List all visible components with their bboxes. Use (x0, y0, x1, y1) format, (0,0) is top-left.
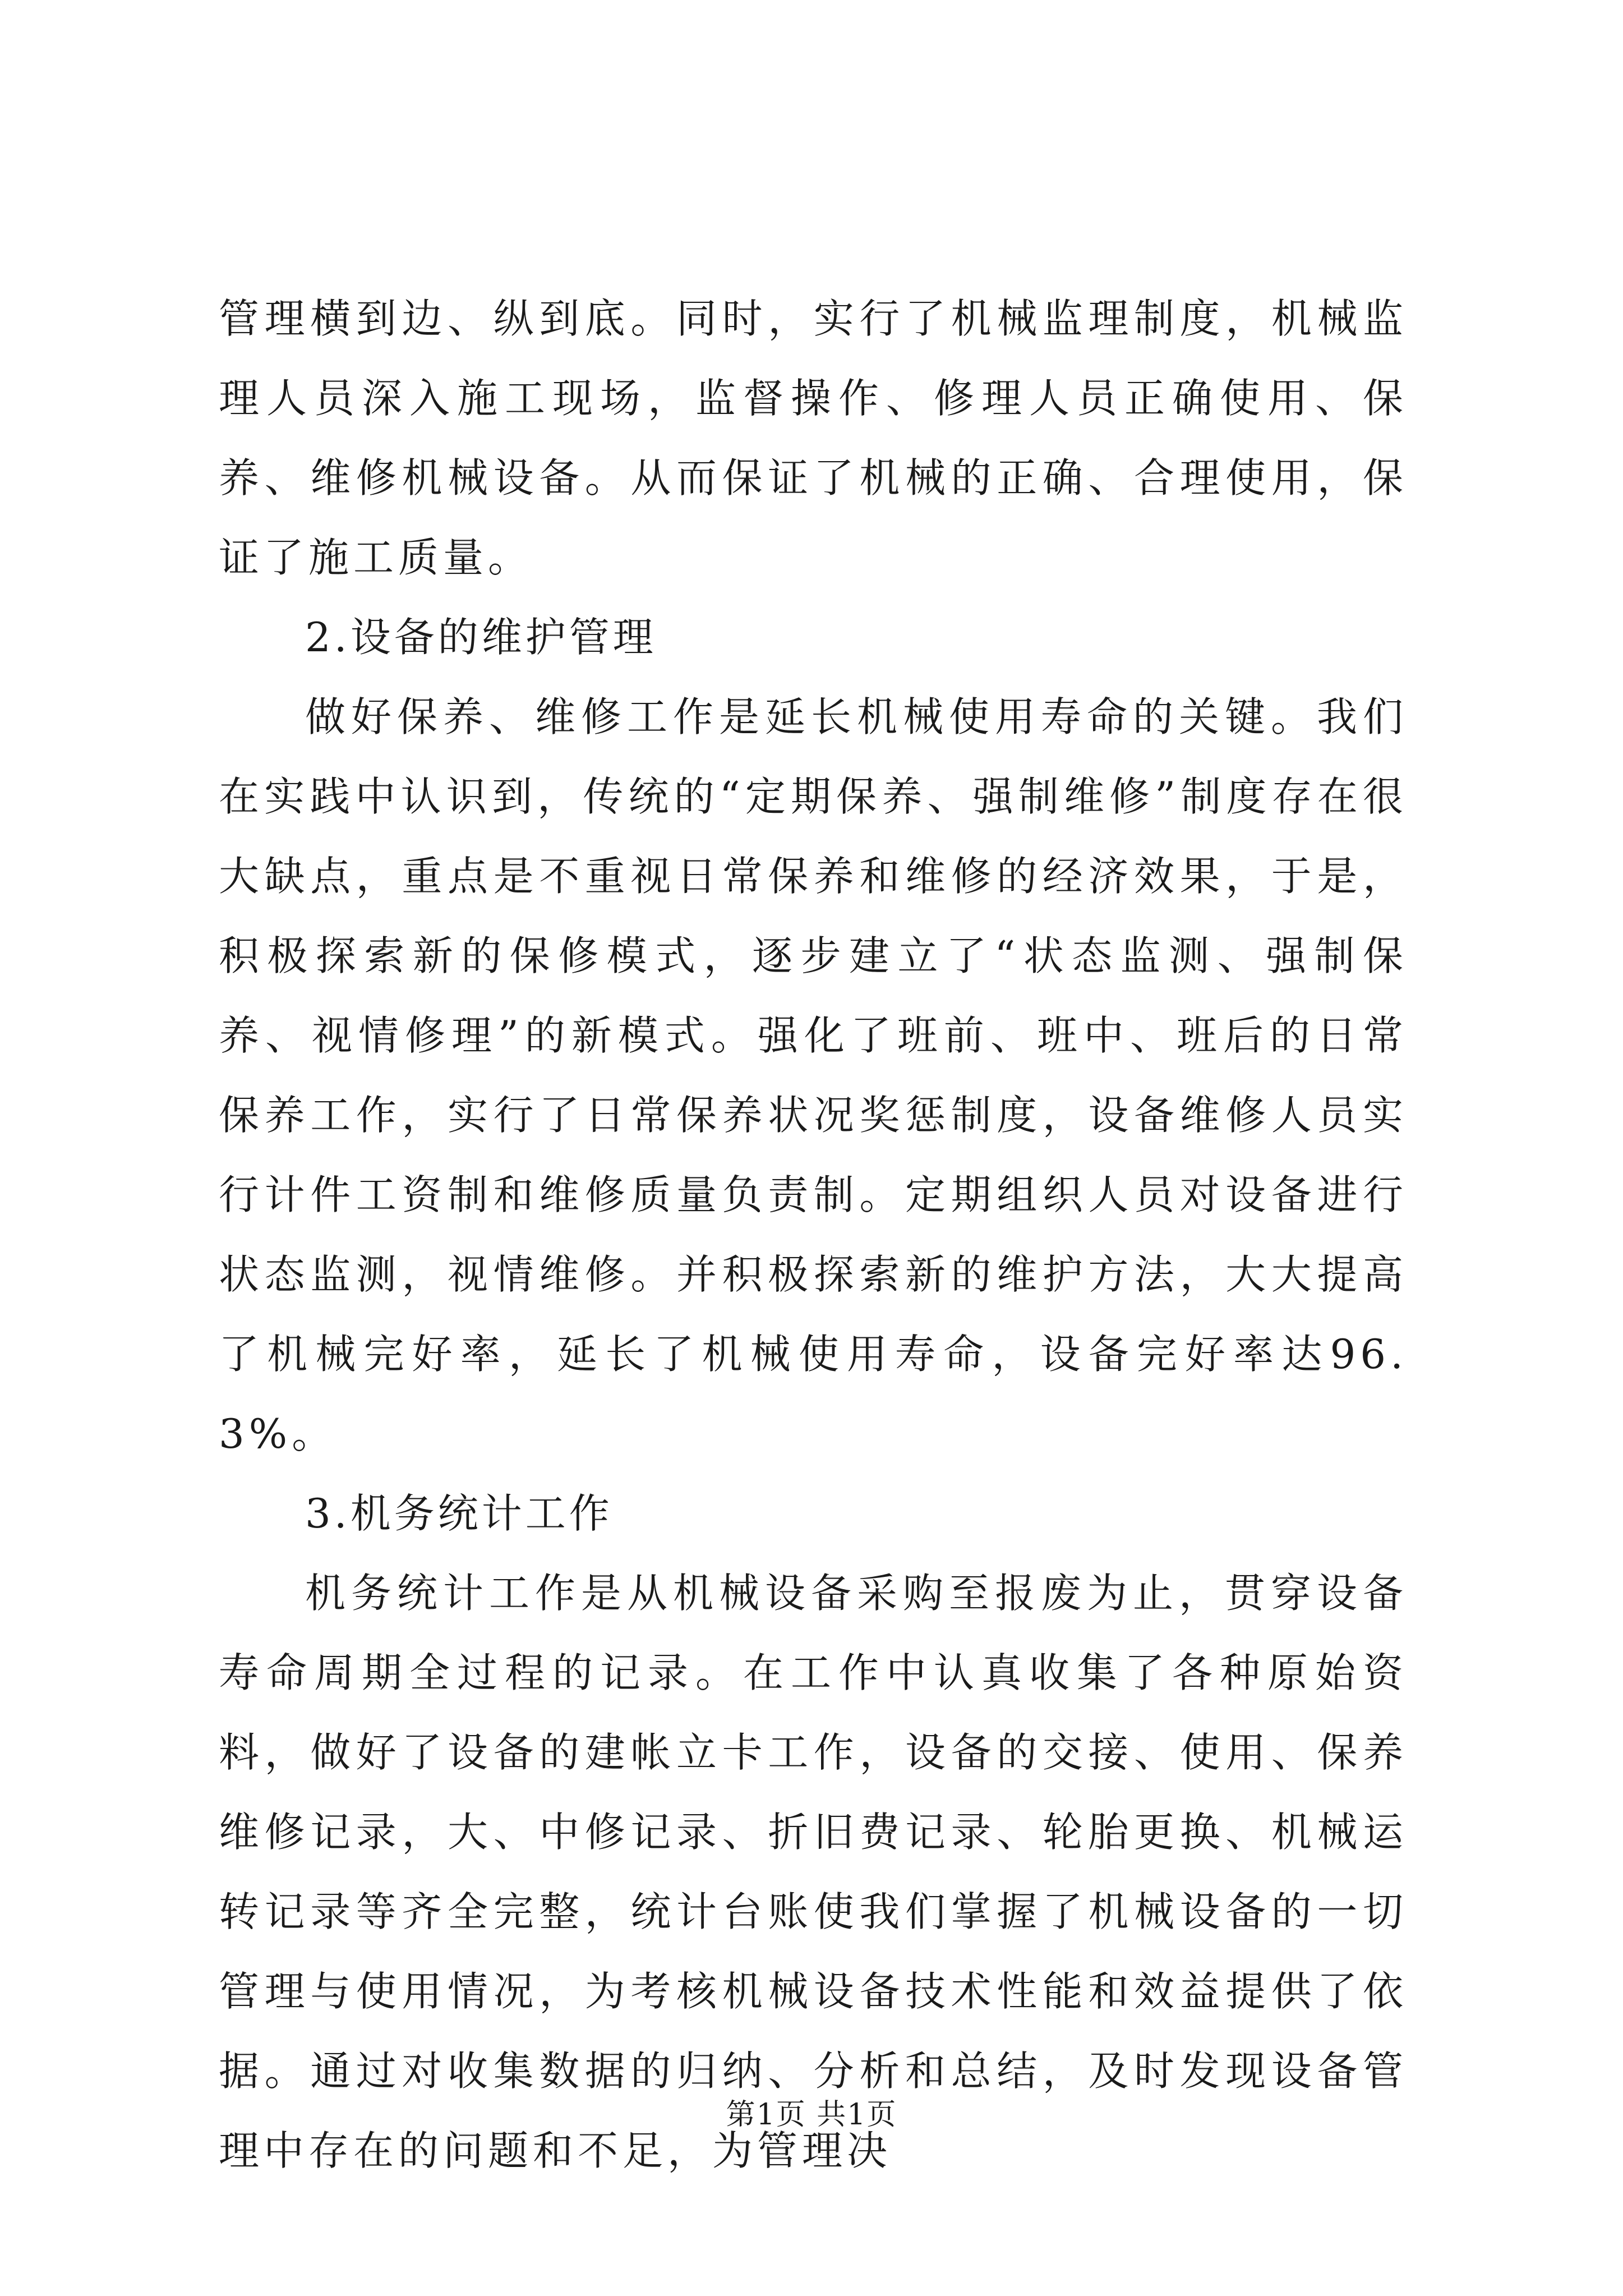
paragraph-continuation: 管理横到边、纵到底。同时，实行了机械监理制度，机械监理人员深入施工现场，监督操作、修理人员正确使用、保养、维修机械设备。从而保证了机械的正确、合理使用，保证了施工质量。 (219, 295, 1408, 581)
page-footer: 第1页 共1页 (726, 2098, 897, 2132)
section-heading-statistics: 3.机务统计工作 (305, 1490, 613, 1537)
paragraph-maintenance: 做好保养、维修工作是延长机械使用寿命的关键。我们在实践中认识到，传统的“定期保养、强制维修”制度存在很大缺点，重点是不重视日常保养和维修的经济效果，于是，积极探索新的保修模式，逐步建立了“状态监测、强制保养、视情修理”的新模式。强化了班前、班中、班后的日常保养工作，实行了日常保养状况奖惩制度，设备维修人员实行计件工资制和维修质量负责制。定期组织人员对设备进行状态监测，视情维修。并积极探索新的维护方法，大大提高了机械完好率，延长了机械使用寿命，设备完好率达96.3%。 (219, 693, 1408, 1457)
paragraph-statistics: 机务统计工作是从机械设备采购至报废为止，贯穿设备寿命周期全过程的记录。在工作中认真收集了各种原始资料，做好了设备的建帐立卡工作，设备的交接、使用、保养维修记录，大、中修记录、折旧费记录、轮胎更换、机械运转记录等齐全完整，统计台账使我们掌握了机械设备的一切管理与使用情况，为考核机械设备技术性能和效益提供了依据。通过对收集数据的归纳、分析和总结，及时发现设备管理中存在的问题和不足，为管理决 (219, 1570, 1408, 2174)
section-heading-maintenance: 2.设备的维护管理 (305, 614, 657, 661)
document-body (219, 279, 1408, 2191)
